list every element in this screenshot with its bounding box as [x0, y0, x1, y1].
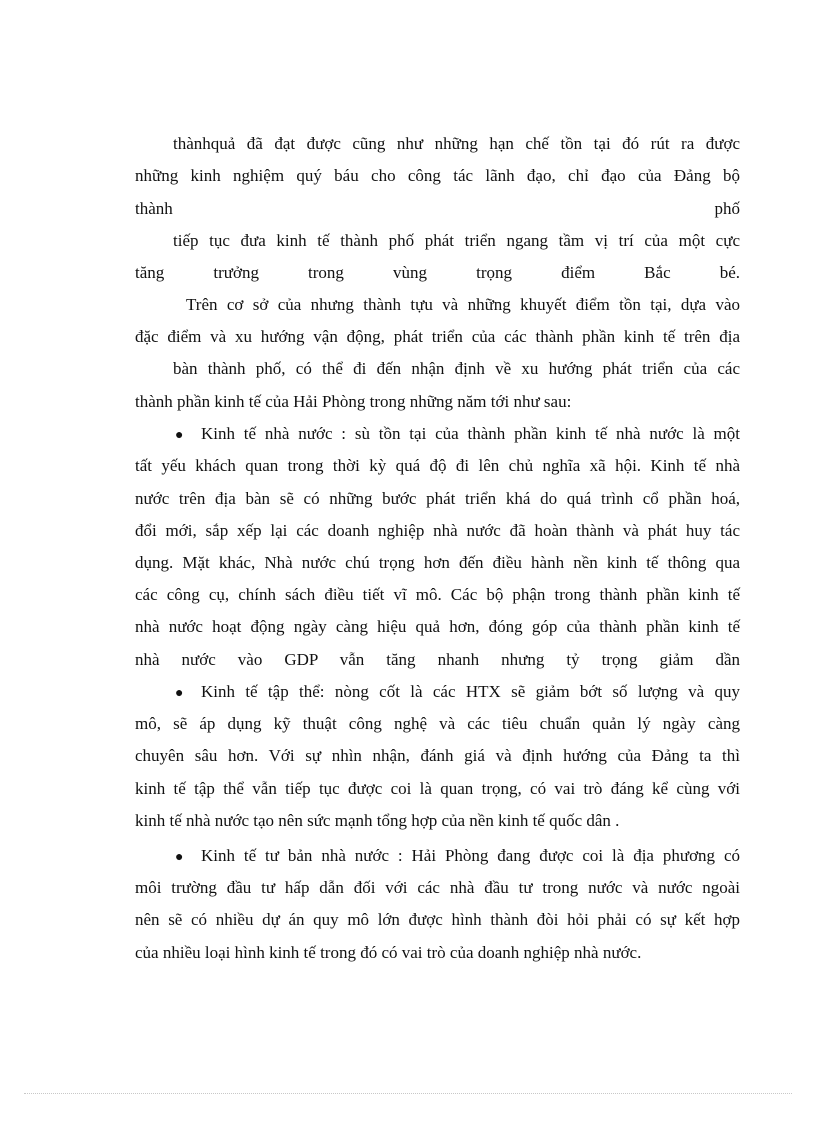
bullet-icon: ●	[175, 686, 184, 701]
text-line: Kinh tế tập thể: nòng cốt là các HTX sẽ giảm bớt số lượng và quy	[201, 682, 740, 701]
text-line: thành phố	[135, 199, 740, 218]
text-line: Kinh tế nhà nước : sù tồn tại của thành phần kinh tế nhà nước là một	[201, 424, 740, 443]
bullet-item-state-economy	[175, 421, 740, 447]
text-line: Kinh tế tư bản nhà nước : Hải Phòng đang được coi là địa phương có	[201, 846, 740, 865]
text-line: kinh tế nhà nước tạo nên sức mạnh tổng hợp của nền kinh tế quốc dân .	[135, 811, 620, 830]
page-bottom-divider	[24, 1093, 792, 1094]
bullet-item-collective-economy	[175, 679, 740, 705]
text-line: kinh tế tập thể vẫn tiếp tục được coi là quan trọng, có vai trò đáng kể cùng với	[135, 779, 740, 798]
text-line: mô, sẽ áp dụng kỹ thuật công nghệ và các tiêu chuẩn quản lý ngày càng	[135, 714, 740, 733]
text-line: chuyên sâu hơn. Với sự nhìn nhận, đánh giá và định hướng của Đảng ta thì	[135, 746, 740, 765]
text-line: thànhquả đã đạt được cũng như những hạn chế tồn tại đó rút ra được	[173, 134, 740, 153]
text-line: bàn thành phố, có thể đi đến nhận định về xu hướng phát triển của các	[173, 359, 740, 378]
text-line: đặc điểm và xu hướng vận động, phát triển của các thành phần kinh tế trên địa	[135, 327, 740, 346]
text-line: nước trên địa bàn sẽ có những bước phát triển khá do quá trình cổ phần hoá,	[135, 489, 740, 508]
text-line: của nhiều loại hình kinh tế trong đó có vai trò của doanh nghiệp nhà nước.	[135, 943, 642, 962]
text-line: môi trường đầu tư hấp dẫn đối với các nhà đầu tư trong nước và nước ngoài	[135, 878, 740, 897]
text-line: nhà nước vào GDP vẫn tăng nhanh nhưng tỷ trọng giảm dần	[135, 650, 740, 669]
text-line: dụng. Mặt khác, Nhà nước chú trọng hơn đến điều hành nền kinh tế thông qua	[135, 553, 740, 572]
text-line: đổi mới, sắp xếp lại các doanh nghiệp nhà nước đã hoàn thành và phát huy tác	[135, 521, 740, 540]
bullet-icon: ●	[175, 428, 184, 443]
text-line: tăng trưởng trong vùng trọng điểm Bắc bé.	[135, 263, 740, 282]
text-line: những kinh nghiệm quý báu cho công tác lãnh đạo, chỉ đạo của Đảng bộ	[135, 166, 740, 185]
text-line: các công cụ, chính sách điều tiết vĩ mô. Các bộ phận trong thành phần kinh tế	[135, 585, 740, 604]
text-line: tiếp tục đưa kinh tế thành phố phát triển ngang tầm vị trí của một cực	[173, 231, 740, 250]
text-line: tất yếu khách quan trong thời kỳ quá độ đi lên chủ nghĩa xã hội. Kinh tế nhà	[135, 456, 740, 475]
text-line: Trên cơ sở của nhưng thành tựu và những khuyết điểm tồn tại, dựa vào	[186, 295, 740, 314]
text-line: nên sẽ có nhiều dự án quy mô lớn được hình thành đòi hỏi phải có sự kết hợp	[135, 910, 740, 929]
bullet-item-state-capitalism	[175, 843, 740, 869]
text-line: thành phần kinh tế của Hải Phòng trong những năm tới như sau:	[135, 392, 572, 411]
text-line: nhà nước hoạt động ngày càng hiệu quả hơn, đóng góp của thành phần kinh tế	[135, 617, 740, 636]
bullet-icon: ●	[175, 850, 184, 865]
